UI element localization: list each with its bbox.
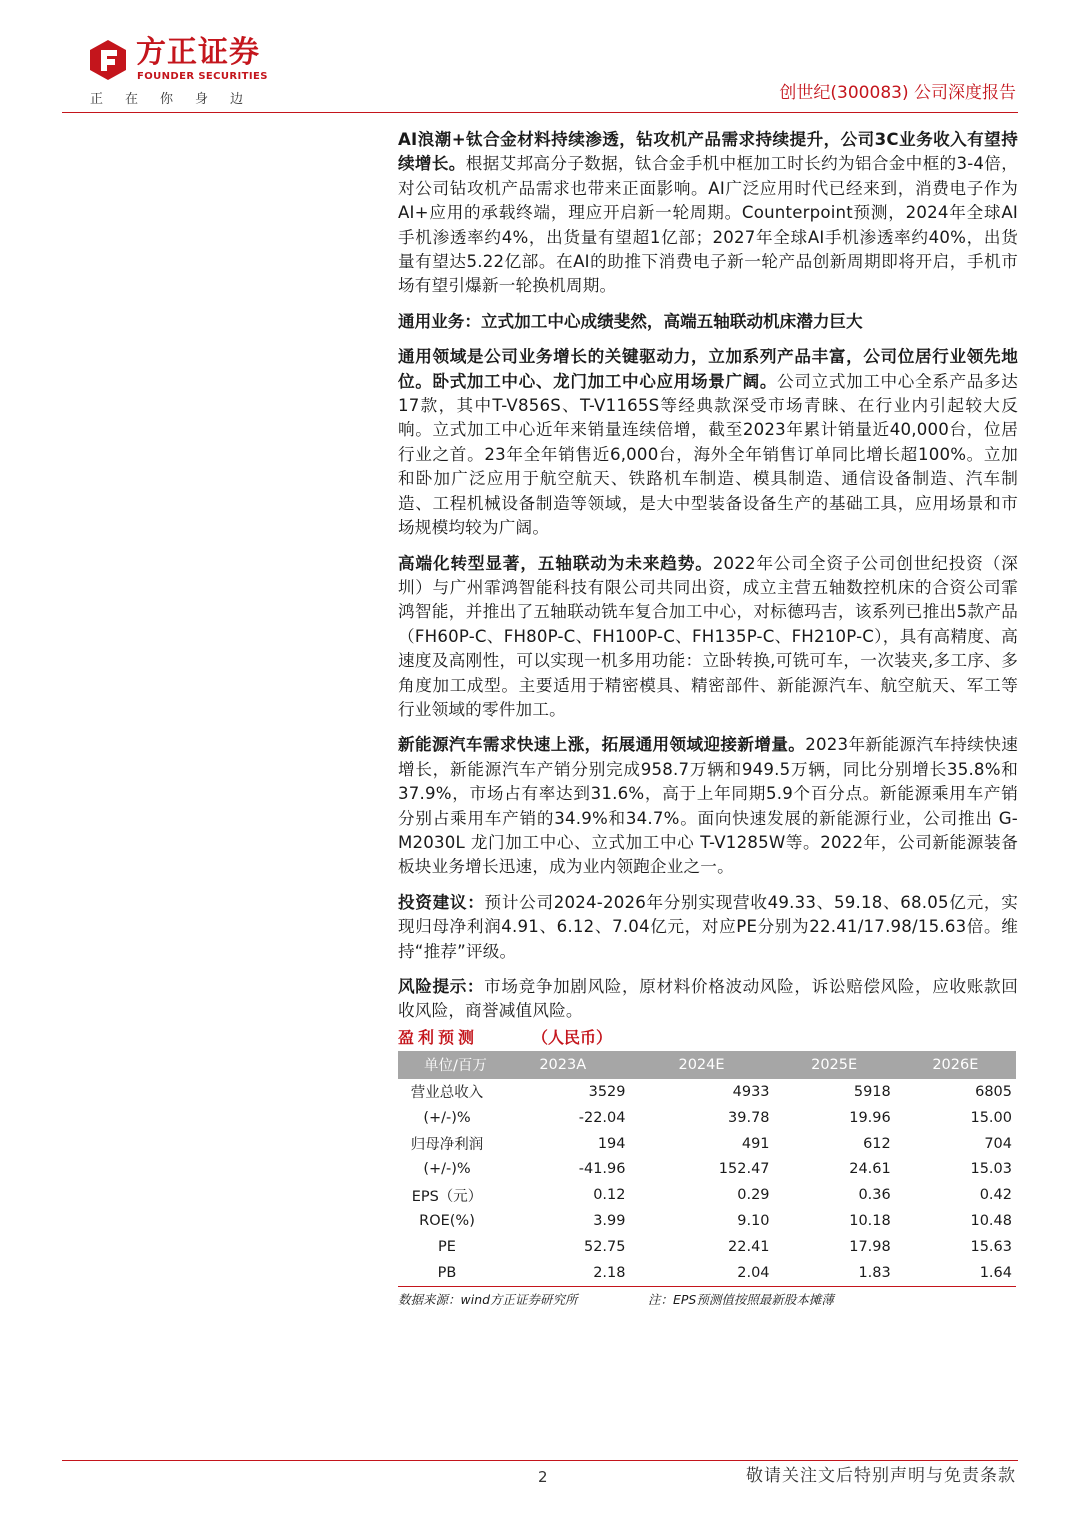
row-label: PE (438, 1239, 456, 1256)
table-cell: 5918 (853, 1083, 891, 1100)
table-cell: 52.75 (583, 1239, 626, 1256)
table-cell: 0.12 (593, 1187, 626, 1204)
table-row (398, 1208, 1016, 1234)
page-number: 2 (538, 1468, 548, 1486)
row-label: (+/-)% (423, 1161, 471, 1178)
table-cell: 152.47 (718, 1161, 770, 1178)
forecast-table (398, 1051, 1016, 1287)
table-cell: 15.00 (970, 1109, 1012, 1126)
brand-name-english: FOUNDER SECURITIES (137, 71, 268, 82)
table-cell: 1.64 (895, 1260, 1016, 1286)
table-row (398, 1105, 1016, 1131)
table-header-row (398, 1051, 1016, 1079)
report-body (398, 128, 1018, 1311)
table-cell: 491 (741, 1135, 770, 1152)
footer-divider (62, 1460, 1018, 1461)
table-row (398, 1234, 1016, 1260)
paragraph-lead: 通用领域是公司业务增长的关键驱动力，立加系列产品丰富，公司位居行业领先地位。卧式加工中心、龙门加工中心应用场景广阔。 (398, 347, 1018, 391)
table-cell: 39.78 (728, 1109, 770, 1126)
forecast-table-title (398, 1027, 1018, 1051)
table-cell: 194 (597, 1135, 626, 1152)
page-header (0, 0, 1080, 118)
table-cell: 15.03 (970, 1161, 1012, 1178)
table-cell: 2.18 (496, 1260, 630, 1286)
section-heading: 通用业务：立式加工中心成绩斐然，高端五轴联动机床潜力巨大 (398, 311, 863, 331)
table-row (398, 1131, 1016, 1157)
founder-logo-icon (88, 38, 128, 82)
paragraph-text: 公司立式加工中心全系产品多达17款，其中T-V856S、T-V1165S等经典款深受市场青睐、在行业内引起较大反响。立式加工中心近年来销量连续倍增，截至2023年累计销量近40,000台，位居行业之首。23年全年销售近6,000台，海外全年销售订单同比增长超100%。立加和卧加广泛应用于航空航天、铁路机车制造、模具制造、通信设备制造、汽车制造、工程机械设备制造等领域，是大中型装备设备生产的基础工具，应用场景和市场规模均较为广阔。 (398, 371, 1018, 538)
table-cell: 4933 (732, 1083, 770, 1100)
disclaimer-link: 敬请关注文后特别声明与免责条款 (746, 1466, 1016, 1486)
brand-slogan: 正在你身边 (90, 92, 266, 107)
table-header-unit: 单位/百万 (424, 1058, 487, 1075)
table-header-year: 2025E (811, 1056, 858, 1073)
paragraph-lead: 高端化转型显著，五轴联动为未来趋势。 (398, 553, 713, 573)
paragraph-general-business (398, 345, 1018, 540)
table-row (398, 1156, 1016, 1182)
paragraph-lead: 风险提示： (398, 977, 485, 996)
paragraph-text: 市场竞争加剧风险，原材料价格波动风险，诉讼赔偿风险，应收账款回收风险，商誉减值风险。 (398, 977, 1018, 1021)
table-cell: 2.04 (630, 1260, 774, 1286)
table-cell: -41.96 (578, 1161, 626, 1178)
eps-note: 注：EPS预测值按照最新股本摊薄 (648, 1291, 834, 1307)
paragraph-text: 2023年新能源汽车持续快速增长，新能源汽车产销分别完成958.7万辆和949.5万辆，同比分别增长35.8%和37.9%，市场占有率达到31.6%，高于上年同期5.9个百分点。新能源乘用车产销分别占乘用车产销的34.9%和34.7%。面向快速发展的新能源行业，公司推出 G-M2030L 龙门加工中心、立式加工中心 T-V1285W等。2022年，公司新能源装备板块业务增长迅速，成为业内领跑企业之一。 (398, 735, 1018, 877)
table-header-year: 2024E (678, 1056, 725, 1073)
paragraph-lead: 新能源汽车需求快速上涨，拓展通用领域迎接新增量。 (398, 735, 806, 755)
table-cell: 3.99 (593, 1213, 626, 1230)
paragraph-new-energy (398, 733, 1018, 879)
table-cell: 10.48 (970, 1213, 1012, 1230)
forecast-table-currency: （人民币） (532, 1027, 613, 1047)
paragraph-lead: AI浪潮+钛合金材料持续渗透，钻攻机产品需求持续提升，公司3C业务收入有望持续增长。 (398, 130, 1018, 174)
table-cell: 1.83 (774, 1260, 895, 1286)
table-row (398, 1079, 1016, 1105)
table-cell: 24.61 (849, 1161, 891, 1178)
table-cell: 10.18 (849, 1213, 891, 1230)
paragraph-text: 2022年公司全资子公司创世纪投资（深圳）与广州霏鸿智能科技有限公司共同出资，成立主营五轴数控机床的合资公司霏鸿智能，并推出了五轴联动铣车复合加工中心，对标德玛吉，该系列已推出5款产品（FH60P-C、FH80P-C、FH100P-C、FH135P-C、FH210P-C），具有高精度、高速度及高刚性，可以实现一机多用功能：立卧转换,可铣可车，一次装夹,多工序、多角度加工成型。主要适用于精密模具、精密部件、新能源汽车、航空航天、军工等行业领域的零件加工。 (398, 553, 1019, 719)
report-title: 创世纪(300083) 公司深度报告 (779, 83, 1016, 103)
table-cell: 704 (984, 1135, 1012, 1152)
row-label: 营业总收入 (410, 1085, 484, 1102)
table-cell: 19.96 (849, 1109, 891, 1126)
row-label: EPS（元） (411, 1188, 483, 1205)
row-label: 归母净利润 (410, 1137, 484, 1154)
paragraph-five-axis (398, 552, 1018, 723)
header-divider (62, 112, 1018, 113)
row-label: PB (398, 1260, 496, 1286)
paragraph-text: 根据艾邦高分子数据，钛合金手机中框加工时长约为铝合金中框的3-4倍，对公司钻攻机产品需求也带来正面影响。AI广泛应用时代已经来到，消费电子作为AI+应用的承载终端，理应开启新一轮周期。Counterpoint预测，2024年全球AI手机渗透率约4%，出货量有望超1亿部；2027年全球AI手机渗透率约40%，出货量有望达5.22亿部。在AI的助推下消费电子新一轮产品创新周期即将开启，手机市场有望引爆新一轮换机周期。 (398, 154, 1018, 296)
table-header-year: 2023A (539, 1056, 587, 1073)
table-cell: 6805 (975, 1083, 1012, 1100)
paragraph-3c-business (398, 128, 1018, 299)
table-cell: -22.04 (578, 1109, 626, 1126)
table-cell: 612 (863, 1135, 891, 1152)
table-cell: 0.29 (737, 1187, 770, 1204)
data-source: 数据来源：wind方正证券研究所 (398, 1291, 578, 1307)
table-row (398, 1182, 1016, 1208)
table-cell: 3529 (588, 1083, 626, 1100)
table-cell: 9.10 (737, 1213, 770, 1230)
table-cell: 0.36 (858, 1187, 891, 1204)
table-cell: 17.98 (849, 1239, 891, 1256)
paragraph-text: 预计公司2024-2026年分别实现营收49.33、59.18、68.05亿元，实现归母净利润4.91、6.12、7.04亿元，对应PE分别为22.41/17.98/15.63倍。维持“推荐”评级。 (398, 892, 1018, 961)
paragraph-risk-warning (398, 975, 1018, 1024)
table-cell: 22.41 (728, 1239, 770, 1256)
forecast-table-title-text: 盈利预测 (398, 1027, 479, 1047)
row-label: ROE(%) (419, 1213, 475, 1230)
table-footnote (398, 1291, 1018, 1311)
paragraph-lead: 投资建议： (398, 892, 485, 912)
table-row (398, 1260, 1016, 1286)
paragraph-investment-advice (398, 891, 1018, 964)
row-label: (+/-)% (423, 1109, 471, 1126)
table-cell: 0.42 (979, 1187, 1012, 1204)
brand-name: 方正证券 (136, 35, 260, 70)
table-header-year: 2026E (932, 1056, 979, 1073)
table-cell: 15.63 (970, 1239, 1012, 1256)
